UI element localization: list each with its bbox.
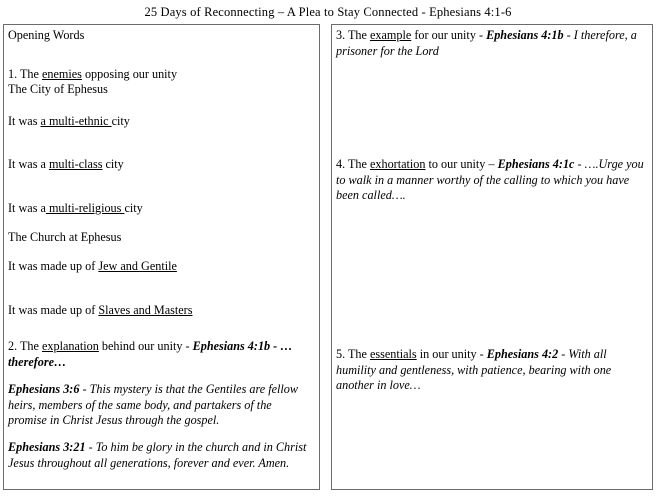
point-3-reference: Ephesians 4:1b <box>486 28 564 42</box>
point-2-reference: Ephesians 4:1b - …therefore… <box>8 339 293 369</box>
multi-ethnic-suffix: city <box>111 114 130 128</box>
multi-class-keyword: multi-class <box>48 157 103 171</box>
point-3-keyword: example <box>369 28 412 42</box>
multi-religious-prefix: It was a <box>8 201 46 215</box>
point-3-block <box>336 28 646 59</box>
point-5-prefix: 5. The <box>336 347 370 361</box>
multi-class-line <box>8 157 124 173</box>
point-3-prefix: 3. The <box>336 28 370 42</box>
multi-class-prefix: It was a <box>8 157 49 171</box>
jew-and-gentile-line <box>8 259 177 275</box>
point-4-prefix: 4. The <box>336 157 370 171</box>
multi-ethnic-prefix: It was <box>8 114 41 128</box>
point-4-reference: Ephesians 4:1c <box>497 157 575 171</box>
ephesians-3-6-reference: Ephesians 3:6 <box>8 382 80 396</box>
slaves-masters-keyword: Slaves and Masters <box>98 303 193 317</box>
point-2-heading <box>8 339 308 370</box>
document-title: 25 Days of Reconnecting – A Plea to Stay Connected - Ephesians 4:1-6 <box>144 5 512 19</box>
point-4-keyword: exhortation <box>369 157 426 171</box>
multi-religious-suffix: city <box>124 201 143 215</box>
right-content-panel <box>331 24 653 490</box>
point-2-prefix: 2. The <box>8 339 42 353</box>
point-1-prefix: 1. The <box>8 67 42 81</box>
city-of-ephesus-line: The City of Ephesus <box>8 82 108 96</box>
point-1-heading <box>8 67 177 83</box>
point-3-mid: for our unity - <box>411 28 487 42</box>
slaves-and-masters-line <box>8 303 192 319</box>
point-2-mid: behind our unity - <box>98 339 193 353</box>
point-4-block <box>336 157 648 204</box>
point-1-suffix: opposing our unity <box>81 67 178 81</box>
point-2-keyword: explanation <box>41 339 99 353</box>
multi-class-suffix: city <box>102 157 124 171</box>
multi-religious-keyword: multi-religious <box>45 201 125 215</box>
multi-ethnic-keyword: a multi-ethnic <box>40 114 112 128</box>
multi-ethnic-line <box>8 114 130 130</box>
point-4-mid: to our unity – <box>425 157 498 171</box>
ephesians-3-6-text: - This mystery is that the Gentiles are fellow heirs, members of the same body, and partakers of the promise in Christ Jesus through the gospel. <box>8 382 299 427</box>
point-5-block <box>336 347 641 394</box>
jew-gentile-prefix: It was made up of <box>8 259 99 273</box>
point-5-keyword: essentials <box>369 347 417 361</box>
ephesians-3-21-reference: Ephesians 3:21 <box>8 440 86 454</box>
opening-words-heading: Opening Words <box>8 28 85 42</box>
jew-gentile-keyword: Jew and Gentile <box>98 259 177 273</box>
multi-religious-line <box>8 201 143 217</box>
point-5-reference: Ephesians 4:2 <box>486 347 559 361</box>
point-5-mid: in our unity - <box>416 347 487 361</box>
point-4-text: - ….Urge you to walk in a manner worthy of the calling to which you have been called…. <box>336 157 644 202</box>
ephesians-3-21-block <box>8 440 308 471</box>
ephesians-3-21-text: - To him be glory in the church and in Christ Jesus throughout all generations, forever and ever. Amen. <box>8 440 307 470</box>
slaves-masters-prefix: It was made up of <box>8 303 99 317</box>
ephesians-3-6-block <box>8 382 313 429</box>
point-1-keyword: enemies <box>41 67 82 81</box>
point-5-text: - With all humility and gentleness, with patience, bearing with one another in love… <box>336 347 612 392</box>
point-3-text: - I therefore, a prisoner for the Lord <box>336 28 637 58</box>
church-at-ephesus-line: The Church at Ephesus <box>8 230 122 244</box>
